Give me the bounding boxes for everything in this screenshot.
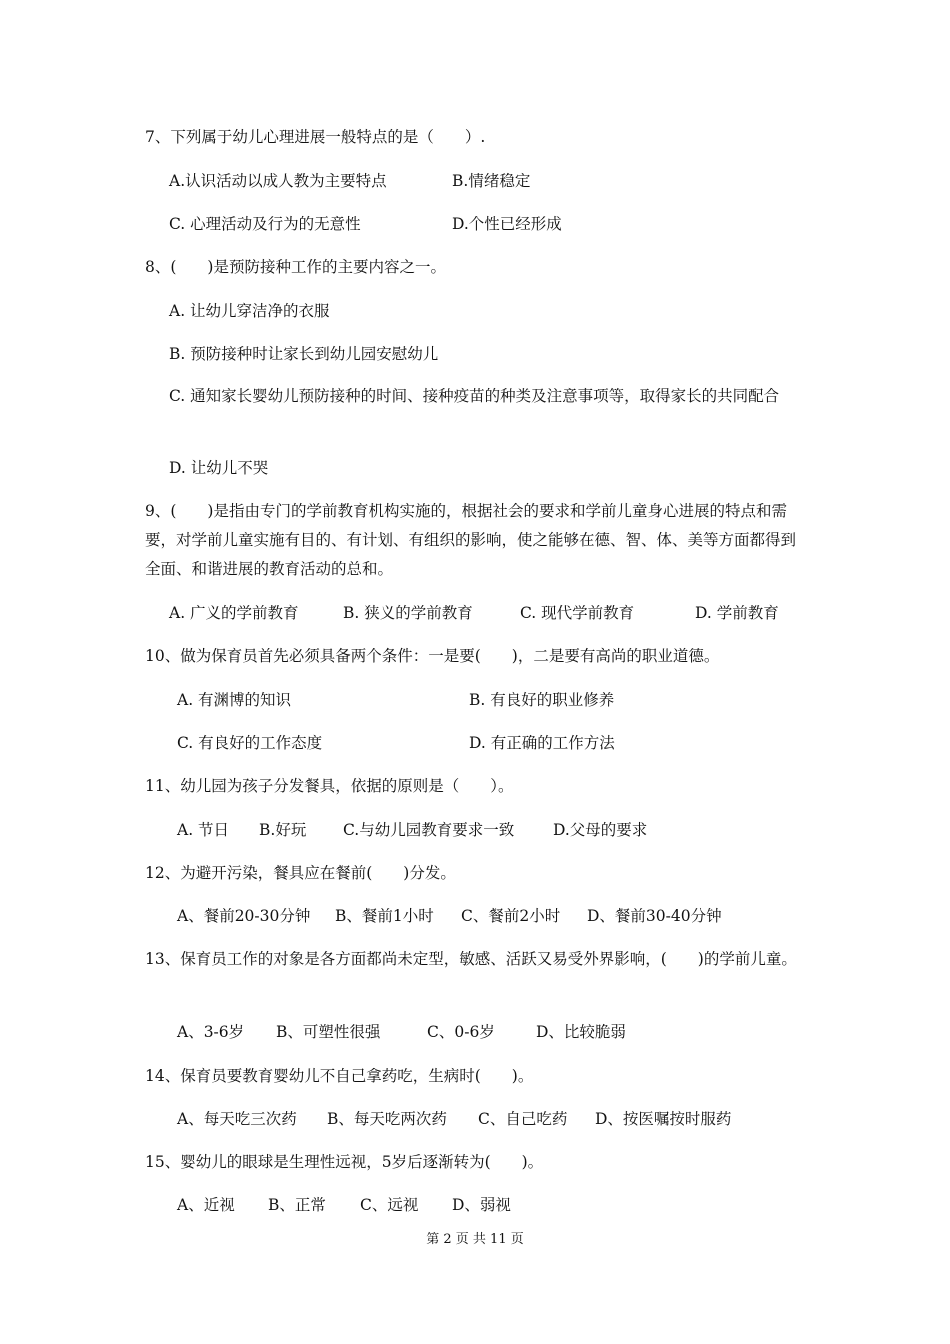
question-8-option-d: D. 让幼儿不哭 [169,459,269,477]
question-8-option-c: C. 通知家长婴幼儿预防接种的时间、接种疫苗的种类及注意事项等，取得家长的共同配合 [169,387,780,405]
question-10-option-d: D. 有正确的工作方法 [469,734,615,752]
question-15-option-d: D、弱视 [452,1196,511,1214]
question-12-stem: 12、为避开污染，餐具应在餐前( )分发。 [145,864,456,882]
question-9-option-d: D. 学前教育 [695,604,779,622]
question-11-option-c: C.与幼儿园教育要求一致 [343,821,515,839]
question-9-option-a: A. 广义的学前教育 [169,604,299,622]
question-12-option-a: A、餐前20-30分钟 [177,907,311,925]
question-12-option-d: D、餐前30-40分钟 [587,907,722,925]
question-15-option-a: A、近视 [177,1196,235,1214]
question-8-option-a: A. 让幼儿穿洁净的衣服 [169,302,330,320]
question-7-option-c: C. 心理活动及行为的无意性 [169,215,361,233]
question-9-stem: 9、( )是指由专门的学前教育机构实施的，根据社会的要求和学前儿童身心进展的特点和需要，对学前儿童实施有目的、有计划、有组织的影响，使之能够在德、智、体、美等方面都得到全面、和谐进展的教育活动的总和。 [145,502,797,578]
question-8-option-b: B. 预防接种时让家长到幼儿园安慰幼儿 [169,345,439,363]
question-11-option-d: D.父母的要求 [553,821,648,839]
question-13-stem: 13、保育员工作的对象是各方面都尚未定型，敏感、活跃又易受外界影响，( )的学前儿童。 [145,950,797,968]
question-9-option-b: B. 狭义的学前教育 [343,604,473,622]
question-15-option-b: B、正常 [268,1196,326,1214]
question-13-option-c: C、0-6岁 [427,1023,495,1041]
question-7-option-b: B.情绪稳定 [452,172,531,190]
question-15-stem: 15、婴幼儿的眼球是生理性远视，5岁后逐渐转为( )。 [145,1153,544,1171]
question-14-stem: 14、保育员要教育婴幼儿不自己拿药吃，生病时( )。 [145,1067,534,1085]
question-7-option-d: D.个性已经形成 [452,215,562,233]
question-8-stem: 8、( )是预防接种工作的主要内容之一。 [145,258,446,276]
question-7-stem: 7、下列属于幼儿心理进展一般特点的是（ ）. [145,128,486,146]
page-footer: 第 2 页 共 11 页 [426,1232,524,1247]
question-10-option-a: A. 有渊博的知识 [177,691,292,709]
question-13-option-b: B、可塑性很强 [276,1023,381,1041]
question-11-option-a: A. 节日 [177,821,230,839]
question-7-option-a: A.认识活动以成人教为主要特点 [169,172,387,190]
question-13-option-a: A、3-6岁 [177,1023,245,1041]
question-15-option-c: C、远视 [360,1196,419,1214]
question-14-option-d: D、按医嘱按时服药 [595,1110,732,1128]
question-9-option-c: C. 现代学前教育 [520,604,635,622]
question-13-option-d: D、比较脆弱 [536,1023,626,1041]
question-14-option-a: A、每天吃三次药 [177,1110,297,1128]
question-14-option-b: B、每天吃两次药 [327,1110,447,1128]
question-10-stem: 10、做为保育员首先必须具备两个条件：一是要( )，二是要有高尚的职业道德。 [145,647,720,665]
question-12-option-b: B、餐前1小时 [335,907,434,925]
question-10-option-b: B. 有良好的职业修养 [469,691,615,709]
question-12-option-c: C、餐前2小时 [461,907,561,925]
question-10-option-c: C. 有良好的工作态度 [177,734,323,752]
question-14-option-c: C、自己吃药 [478,1110,568,1128]
question-11-stem: 11、幼儿园为孩子分发餐具，依据的原则是（ ）。 [145,777,514,795]
question-11-option-b: B.好玩 [259,821,307,839]
